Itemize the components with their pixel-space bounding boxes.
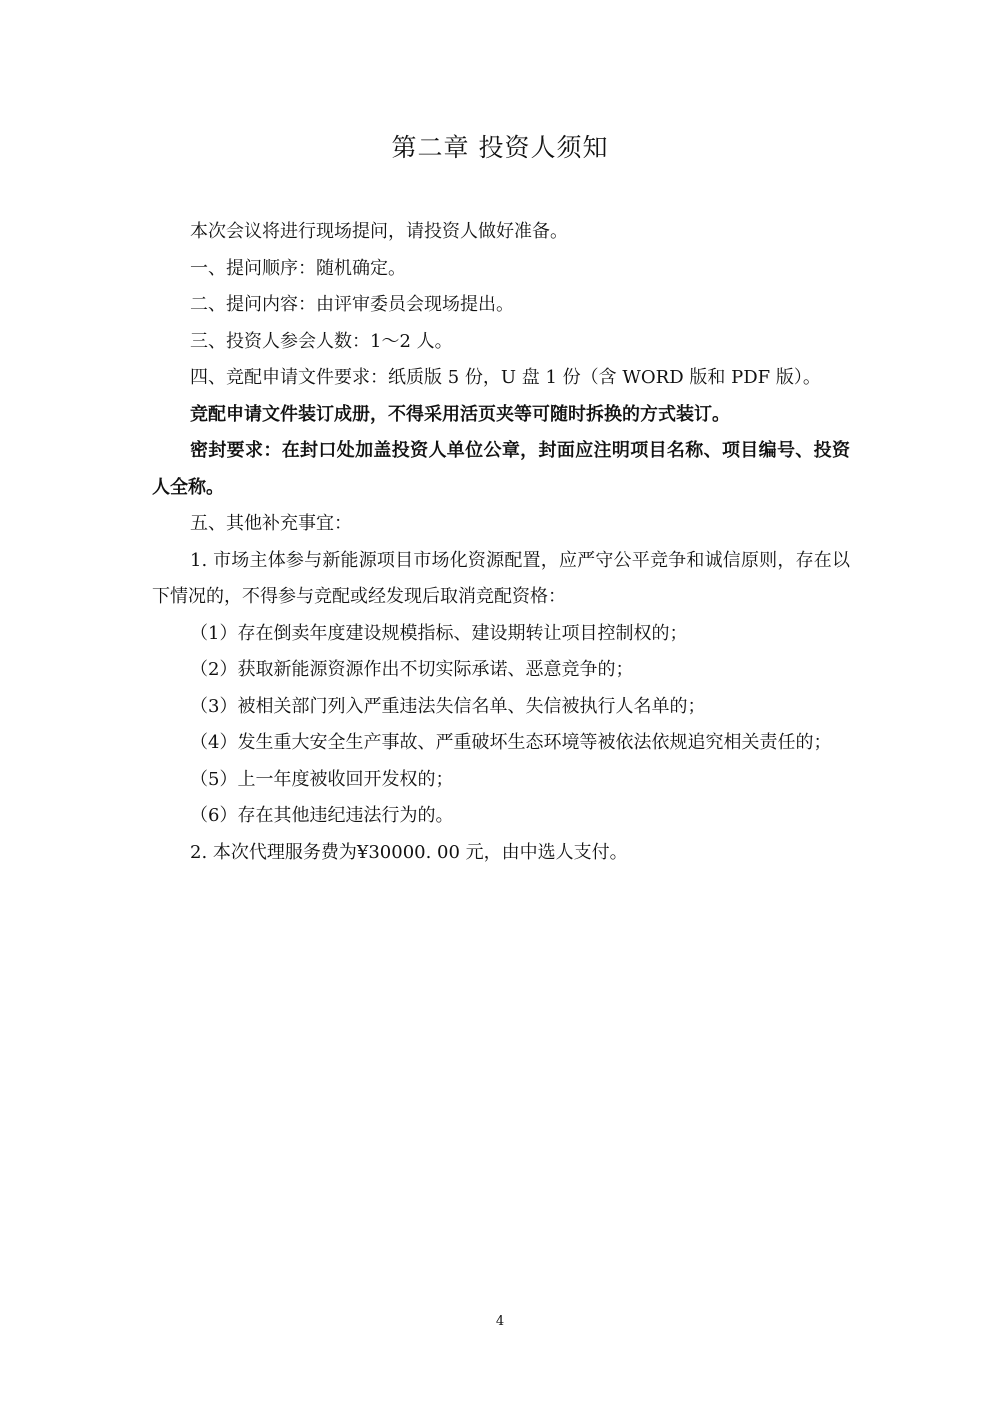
document-body bbox=[152, 214, 850, 871]
paragraph-other-matters: 五、其他补充事宜： bbox=[190, 513, 352, 534]
paragraph-sub-item-5: （5）上一年度被收回开发权的； bbox=[190, 768, 454, 790]
paragraph-sub-item-4: （4）发生重大安全生产事故、严重破坏生态环境等被依法依规追究相关责任的； bbox=[190, 732, 832, 753]
paragraph-sub-item-1: （1）存在倒卖年度建设规模指标、建设期转让项目控制权的； bbox=[190, 622, 688, 644]
paragraph-sub-item-3: （3）被相关部门列入严重违法失信名单、失信被执行人名单的； bbox=[190, 695, 706, 717]
paragraph-question-order: 一、提问顺序：随机确定。 bbox=[190, 257, 406, 279]
paragraph-file-requirements: 四、竞配申请文件要求：纸质版 5 份，U 盘 1 份（含 WORD 版和 PDF 版）。 bbox=[190, 367, 821, 388]
paragraph-intro: 本次会议将进行现场提问，请投资人做好准备。 bbox=[190, 221, 568, 242]
chapter-title: 第二章 投资人须知 bbox=[391, 133, 609, 162]
paragraph-attendee-count: 三、投资人参会人数：1～2 人。 bbox=[190, 330, 453, 352]
paragraph-sealing-requirement: 密封要求：在封口处加盖投资人单位公章，封面应注明项目名称、项目编号、投资人全称。 bbox=[152, 440, 850, 498]
paragraph-item-1: 1. 市场主体参与新能源项目市场化资源配置，应严守公平竞争和诚信原则，存在以下情况的，不得参与竞配或经发现后取消竞配资格： bbox=[152, 549, 850, 607]
page-number: 4 bbox=[495, 1314, 505, 1329]
paragraph-sub-item-6: （6）存在其他违纪违法行为的。 bbox=[190, 805, 454, 826]
paragraph-item-2: 2. 本次代理服务费为¥30000. 00 元，由中选人支付。 bbox=[190, 841, 628, 863]
paragraph-binding-requirement: 竞配申请文件装订成册，不得采用活页夹等可随时拆换的方式装订。 bbox=[190, 403, 730, 425]
paragraph-question-content: 二、提问内容：由评审委员会现场提出。 bbox=[190, 294, 514, 315]
paragraph-sub-item-2: （2）获取新能源资源作出不切实际承诺、恶意竞争的； bbox=[190, 659, 634, 680]
